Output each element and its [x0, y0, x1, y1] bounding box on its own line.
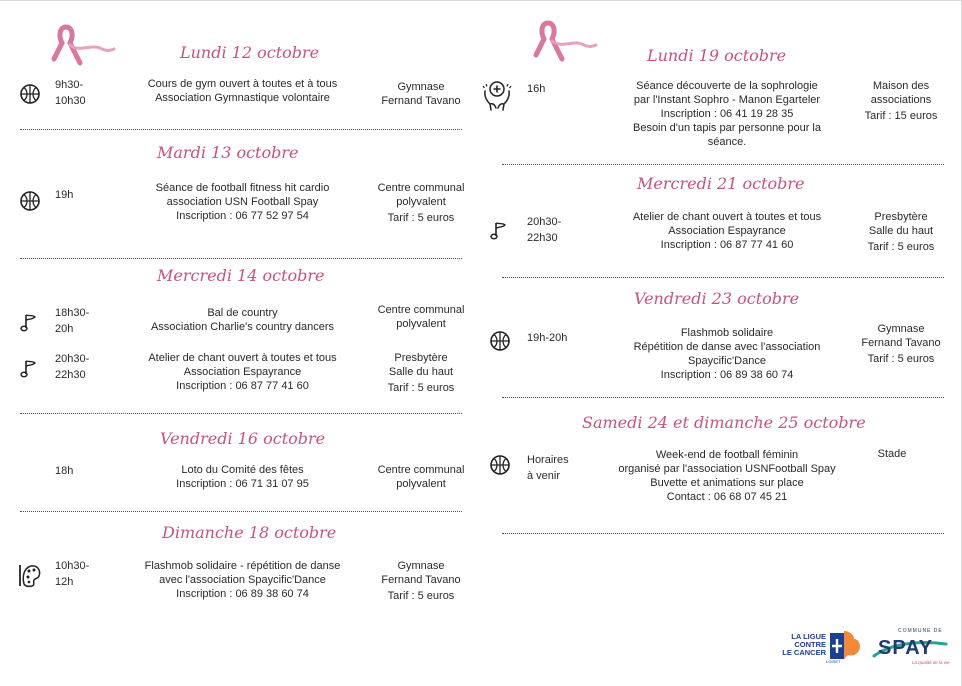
day-title: Dimanche 18 octobre: [162, 523, 337, 542]
event-place: Maison des associations Tarif : 15 euros: [864, 80, 938, 122]
event-description: Flashmob solidaire - répétition de danse avec l'association Spaycific'Dance Inscription : 06 89 38 60 74: [144, 560, 341, 600]
divider: [20, 413, 462, 414]
ligue-text: LA LIGUE: [791, 632, 826, 641]
spay-name: SPAY: [878, 637, 934, 659]
day-title: Lundi 12 octobre: [180, 43, 320, 62]
basketball-icon: [489, 454, 511, 476]
meditation-hands-icon: [482, 79, 512, 113]
pink-ribbon-icon: [522, 19, 598, 63]
event-time: 20h30- 22h30: [55, 353, 90, 381]
divider: [20, 258, 462, 259]
event-time: 16h: [527, 83, 546, 95]
music-note-icon: [19, 311, 41, 333]
event-time: 19h-20h: [527, 332, 568, 344]
event-description: Flashmob solidaire Répétition de danse avec l'association Spaycific'Dance Inscription : 06 89 38 60 74: [633, 327, 821, 381]
event-place: Gymnase Fernand Tavano Tarif : 5 euros: [861, 323, 941, 365]
ligue-contre-le-cancer-logo: [782, 629, 862, 665]
basketball-icon: [19, 190, 41, 212]
event-time: 9h30- 10h30: [55, 79, 86, 107]
palette-icon: [18, 562, 42, 588]
event-place: Centre communal polyvalent: [377, 304, 465, 330]
divider: [20, 511, 462, 512]
day-title: Vendredi 23 octobre: [634, 289, 800, 308]
event-place: Stade: [877, 448, 907, 460]
event-description: Séance découverte de la sophrologie par l'Instant Sophro - Manon Egarteler Inscription : 06 41 19 28 35 Besoin d'un tapis par personne pour la séance.: [632, 80, 821, 148]
divider: [502, 164, 944, 165]
event-time: 20h30- 22h30: [527, 216, 562, 244]
day-title: Samedi 24 et dimanche 25 octobre: [582, 413, 866, 432]
spay-tagline: La qualité de la vie: [912, 660, 950, 665]
spay-top-text: COMMUNE DE: [898, 628, 943, 634]
day-title: Mercredi 21 octobre: [637, 174, 805, 193]
event-place: Presbytère Salle du haut Tarif : 5 euros: [867, 211, 935, 253]
pink-ribbon-icon: [40, 23, 116, 67]
commune-spay-logo: [872, 628, 948, 668]
event-description: Loto du Comité des fêtes Inscription : 06 71 31 07 95: [176, 464, 309, 490]
divider: [502, 533, 944, 534]
ligue-text: LE CANCER: [782, 648, 826, 657]
event-place: Presbytère Salle du haut Tarif : 5 euros: [387, 352, 455, 394]
event-description: Cours de gym ouvert à toutes et à tous Association Gymnastique volontaire: [147, 78, 338, 104]
event-place: Gymnase Fernand Tavano Tarif : 5 euros: [381, 560, 461, 602]
basketball-icon: [489, 330, 511, 352]
ligue-text: CONTRE: [794, 640, 826, 649]
day-title: Mercredi 14 octobre: [157, 266, 325, 285]
day-title: Mardi 13 octobre: [157, 143, 299, 162]
ligue-emblem-icon: [828, 629, 862, 663]
day-title: Lundi 19 octobre: [647, 46, 787, 65]
divider: [20, 129, 462, 130]
event-time: 18h30- 20h: [55, 307, 90, 335]
event-place: Gymnase Fernand Tavano: [381, 81, 461, 107]
ligue-subtitle: LOIRET: [826, 659, 841, 664]
event-time: Horaires à venir: [527, 454, 569, 482]
event-time: 19h: [55, 189, 74, 201]
divider: [502, 277, 944, 278]
music-note-icon: [19, 357, 41, 379]
event-place: Centre communal polyvalent: [377, 464, 465, 490]
basketball-icon: [19, 83, 41, 105]
music-note-icon: [489, 219, 511, 241]
event-description: Atelier de chant ouvert à toutes et tous Association Espayrance Inscription : 06 87 77 41 60: [148, 352, 337, 392]
divider: [502, 397, 944, 398]
event-description: Séance de football fitness hit cardio association USN Football Spay Inscription : 06 77 52 97 54: [155, 182, 330, 222]
event-time: 10h30- 12h: [55, 560, 90, 588]
day-title: Vendredi 16 octobre: [160, 429, 326, 448]
event-description: Bal de country Association Charlie's country dancers: [150, 307, 335, 333]
event-place: Centre communal polyvalent Tarif : 5 euros: [377, 182, 465, 224]
event-description: Atelier de chant ouvert à toutes et tous Association Espayrance Inscription : 06 87 77 41 60: [632, 211, 822, 251]
event-description: Week-end de football féminin organisé par l'association USNFootball Spay Buvette et animations sur place Contact : 06 68 07 45 21: [618, 449, 836, 503]
event-time: 18h: [55, 465, 74, 477]
